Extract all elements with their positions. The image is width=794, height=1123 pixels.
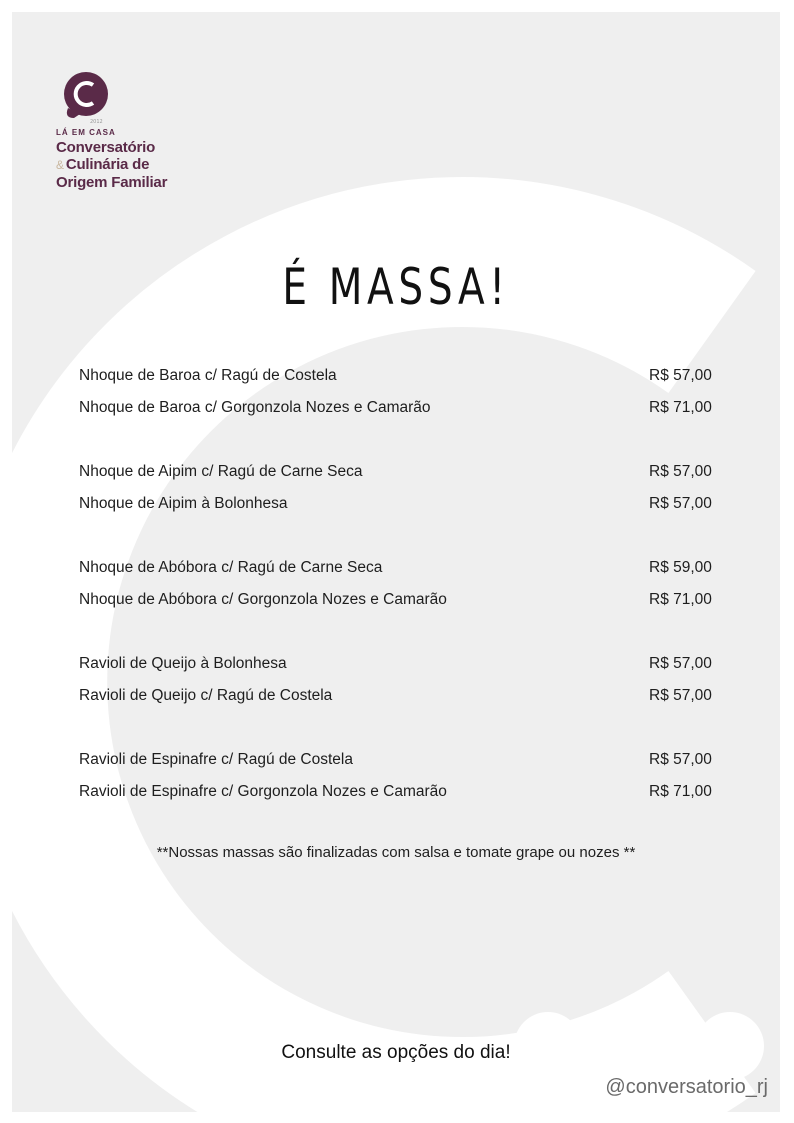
menu-group <box>79 552 719 616</box>
item-price: R$ 57,00 <box>649 687 712 704</box>
consult-text: Consulte as opções do dia! <box>281 1042 511 1063</box>
menu-page <box>12 12 780 1112</box>
brand-line-3: Origem Familiar <box>56 174 168 191</box>
item-name: Nhoque de Aipim c/ Ragú de Carne Seca <box>79 463 363 480</box>
menu-group <box>79 456 719 520</box>
item-name: Nhoque de Baroa c/ Gorgonzola Nozes e Camarão <box>79 399 431 416</box>
brand-logo <box>56 68 206 191</box>
brand-line-2 <box>56 156 206 174</box>
menu-item <box>79 552 719 584</box>
conversatorio-logo-icon <box>56 68 112 124</box>
item-price: R$ 57,00 <box>649 495 712 512</box>
item-name: Nhoque de Abóbora c/ Ragú de Carne Seca <box>79 559 383 576</box>
menu-item <box>79 680 719 712</box>
menu-group <box>79 744 719 808</box>
item-price: R$ 57,00 <box>649 367 712 384</box>
menu-list <box>79 360 719 840</box>
item-name: Ravioli de Espinafre c/ Gorgonzola Nozes e Camarão <box>79 783 447 800</box>
brand-line-2-text: Culinária de <box>65 156 150 173</box>
menu-item <box>79 360 719 392</box>
item-price: R$ 57,00 <box>649 655 712 672</box>
menu-item <box>79 488 719 520</box>
menu-item <box>79 456 719 488</box>
svg-text:2012: 2012 <box>90 119 103 124</box>
brand-amp: & <box>56 158 64 172</box>
menu-item <box>79 584 719 616</box>
item-name: Nhoque de Baroa c/ Ragú de Costela <box>79 367 337 384</box>
menu-item <box>79 648 719 680</box>
page-title: É MASSA! <box>282 258 510 316</box>
menu-item <box>79 392 719 424</box>
menu-item <box>79 744 719 776</box>
item-name: Ravioli de Espinafre c/ Ragú de Costela <box>79 751 353 768</box>
instagram-handle: @conversatorio_rj <box>605 1076 768 1098</box>
item-price: R$ 59,00 <box>649 559 712 576</box>
item-price: R$ 71,00 <box>649 399 712 416</box>
brand-subtitle: LÁ EM CASA <box>56 128 116 137</box>
item-price: R$ 57,00 <box>649 463 712 480</box>
item-price: R$ 71,00 <box>649 591 712 608</box>
item-name: Ravioli de Queijo c/ Ragú de Costela <box>79 687 333 704</box>
brand-line-1: Conversatório <box>56 139 156 156</box>
menu-group <box>79 648 719 712</box>
item-name: Ravioli de Queijo à Bolonhesa <box>79 655 287 672</box>
item-name: Nhoque de Abóbora c/ Gorgonzola Nozes e Camarão <box>79 591 447 608</box>
item-price: R$ 57,00 <box>649 751 712 768</box>
item-price: R$ 71,00 <box>649 783 712 800</box>
menu-group <box>79 360 719 424</box>
item-name: Nhoque de Aipim à Bolonhesa <box>79 495 288 512</box>
menu-item <box>79 776 719 808</box>
menu-note: **Nossas massas são finalizadas com salsa e tomate grape ou nozes ** <box>156 844 636 861</box>
